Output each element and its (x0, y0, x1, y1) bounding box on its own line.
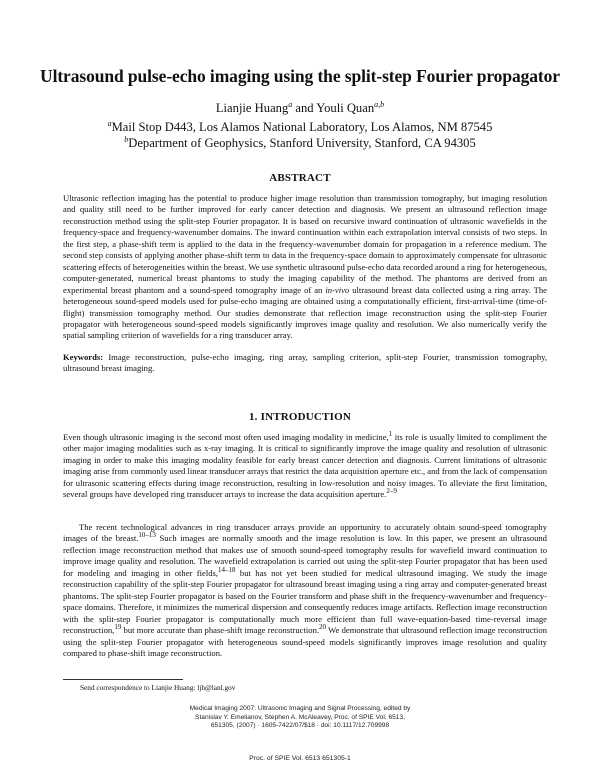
paragraph-text: its role is usually limited to compliment the other major imaging modalities such as x-ray imaging. It is critical to significantly improve the image quality and resolution of ultrasonic imaging in order to make this imaging modality feasible for early breast cancer detection and diagnosis. Current limitations of ultrasonic imaging arise from commonly used linear transducer arrays that restrict the data acquisition aperture etc., and from the lack of compensation for ultrasonic scattering effects during image reconstruction, resulting in low-resolution and noisy images. To alleviate the first limitation, several groups have developed ring transducer arrays to increase the data acquisition aperture. (63, 432, 547, 500)
paper-title: Ultrasound pulse-echo imaging using the split-step Fourier propagator (40, 66, 560, 86)
page-number: Proc. of SPIE Vol. 6513 651305-1 (249, 755, 351, 762)
abstract-text: Ultrasonic reflection imaging has the potential to produce higher image resolution than transmission tomography, but imaging resolution and quality still need to be further improved for early cancer detection and diagnosis. We present an ultrasound reflection image reconstruction method using the split-step Fourier propagator. It is based on recursive inward continuation of ultrasonic wavefields in the frequency-space and frequency-wavenumber domains. The inward continuation within each extrapolation interval consists of two steps. In the first step, a phase-shift term is applied to the data in the frequency-wavenumber domain for propagation in a reference medium. The second step consists of applying another phase-shift term to data in the frequency-space domain to approximately compensate for ultrasonic scattering effects of heterogeneities within the breast. We use synthetic ultrasound pulse-echo data recorded around a ring for heterogeneous, computer-generated, numerical breast phantoms to study the imaging capability of the method. The phantoms are derived from an experimental breast phantom and a sound-speed tomography image of an (63, 193, 547, 295)
citation-line: Medical Imaging 2007: Ultrasonic Imaging and Signal Processing, edited by (189, 705, 411, 712)
keywords-label: Keywords: (63, 352, 104, 362)
affiliation-mark: b (124, 134, 129, 144)
affiliation-a (30, 120, 570, 135)
paragraph-text: but has not yet been studied for medical ultrasound imaging. We study the image reconstruction capability of the split-step Fourier propagator for ultrasound breast imaging using a ring array and computer-generated breast phantoms. The split-step Fourier propagator is based on the Fourier transform and phase shift in the frequency-wavenumber and frequency-space domains. Therefore, it minimizes the numerical dispersion and consequently reduces image artifacts. Reflection image reconstruction with the split-step Fourier propagator is computationally much more efficient than full wave-equation-based time-reversal image reconstruction, (63, 567, 548, 636)
citation-line: 651305, (2007) · 1605-7422/07/$18 · doi: 10.1117/12.709998 (210, 722, 390, 730)
affiliation-b (30, 136, 570, 151)
paragraph-text: Even though ultrasonic imaging is the second most often used imaging modality in medicine, (63, 432, 389, 442)
author-name: Youli Quan (316, 101, 375, 115)
paragraph-text: We demonstrate that ultrasound reflection image reconstruction using the split-step Fourier propagator with heterogeneous sound-speed models significantly improves image resolution and quality compared to phase-shift image reconstruction. (63, 625, 547, 658)
reference-mark: 19 (114, 623, 122, 632)
author-name: Lianjie Huang (215, 101, 289, 115)
paragraph-text: The recent technological advances in ring transducer arrays provide an opportunity to accurately obtain sound-speed tomography images of the breast. (63, 522, 547, 544)
correspondence-footnote: Send correspondence to Lianjie Huang: ljh@lanl.gov (80, 683, 236, 692)
affiliation-text: Department of Geophysics, Stanford University, Stanford, CA 94305 (128, 136, 476, 150)
reference-mark: 10–13 (138, 531, 156, 540)
author-affiliation-mark: a (288, 99, 293, 109)
reference-mark: 14–18 (218, 565, 236, 574)
paragraph-text: Such images are normally smooth and the image resolution is low. In this paper, we present an ultrasound reflection image reconstruction method that makes use of smooth sound-speed tomography results for wavefield inward continuation to improve image quality and resolution. The wavefield extrapolation is carried out using the split-step Fourier propagator that has been used for modeling and imaging in other fields, (63, 533, 547, 578)
footnote-divider (63, 679, 183, 680)
reference-mark: 2–9 (386, 487, 397, 496)
author-affiliation-mark: a,b (374, 99, 385, 109)
reference-mark: 20 (319, 623, 327, 632)
author-conjunction: and (292, 101, 317, 115)
abstract-heading: ABSTRACT (269, 172, 331, 184)
affiliation-text: Mail Stop D443, Los Alamos National Laboratory, Los Alamos, NM 87545 (111, 120, 493, 134)
introduction-heading: 1. INTRODUCTION (248, 411, 351, 423)
affiliation-mark: a (107, 118, 112, 128)
abstract-italic-term: in-vivo (325, 284, 350, 295)
publication-citation (150, 705, 450, 731)
paragraph-text: but more accurate than phase-shift image reconstruction. (121, 625, 320, 636)
introduction-paragraph-1 (63, 432, 547, 501)
abstract-body (63, 193, 547, 342)
keywords-text: Image reconstruction, pulse-echo imaging, ring array, sampling criterion, split-step Fourier, transmission tomography, ultrasound breast imaging. (63, 352, 547, 374)
abstract-text: ultrasound breast data collected using a ring array. The heterogeneous sound-speed models used for pulse-echo imaging are obtained using a computationally efficient, first-arrival-time (time-of-flight) transmission tomography method. Our studies demonstrate that reflection image reconstruction using the split-step Fourier propagator with heterogeneous sound-speed models significantly improves image quality and resolution. We also numerically verify the spatial sampling criterion of wavefields for a ring transducer array. (63, 284, 547, 341)
keywords-block (63, 352, 547, 375)
reference-mark: 1 (388, 430, 393, 439)
introduction-paragraph-2 (63, 522, 547, 659)
author-line (30, 101, 570, 116)
citation-line: Stanislav Y. Emelianov, Stephen A. McAleavey, Proc. of SPIE Vol. 6513, (195, 713, 405, 721)
